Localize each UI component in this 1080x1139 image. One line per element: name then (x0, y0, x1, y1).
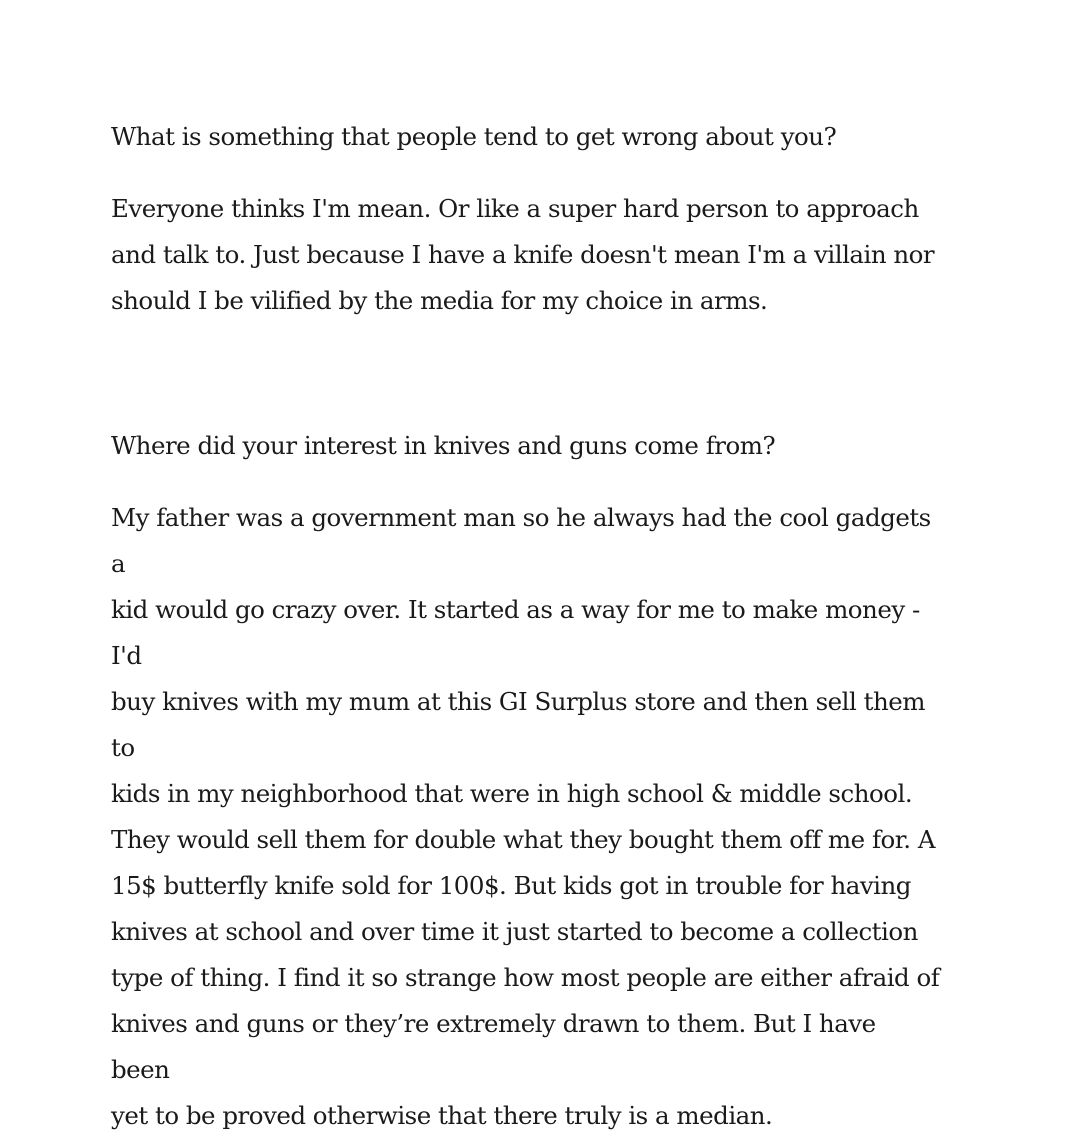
qa-section-1 (111, 114, 941, 324)
answer-paragraph-1: Everyone thinks I'm mean. Or like a super hard person to approach and talk to. Just because I have a knife doesn't mean I'm a villain nor should I be vilified by the media for my choice in arms. (111, 194, 935, 315)
question-heading-1: What is something that people tend to get wrong about you? (111, 122, 837, 151)
qa-section-2 (111, 423, 941, 1139)
question-heading-2: Where did your interest in knives and guns come from? (111, 431, 776, 460)
answer-paragraph-2: My father was a government man so he always had the cool gadgets a kid would go crazy over. It started as a way for me to make money - I'd buy knives with my mum at this GI Surplus store and then sell them to kids in my neighborhood that were in high school & middle school. They would sell them for double what they bought them off me for. A 15$ butterfly knife sold for 100$. But kids got in trouble for having knives at school and over time it just started to become a collection type of thing. I find it so strange how most people are either afraid of knives and guns or they’re extremely drawn to them. But I have been yet to be proved otherwise that there truly is a median. (111, 503, 940, 1130)
